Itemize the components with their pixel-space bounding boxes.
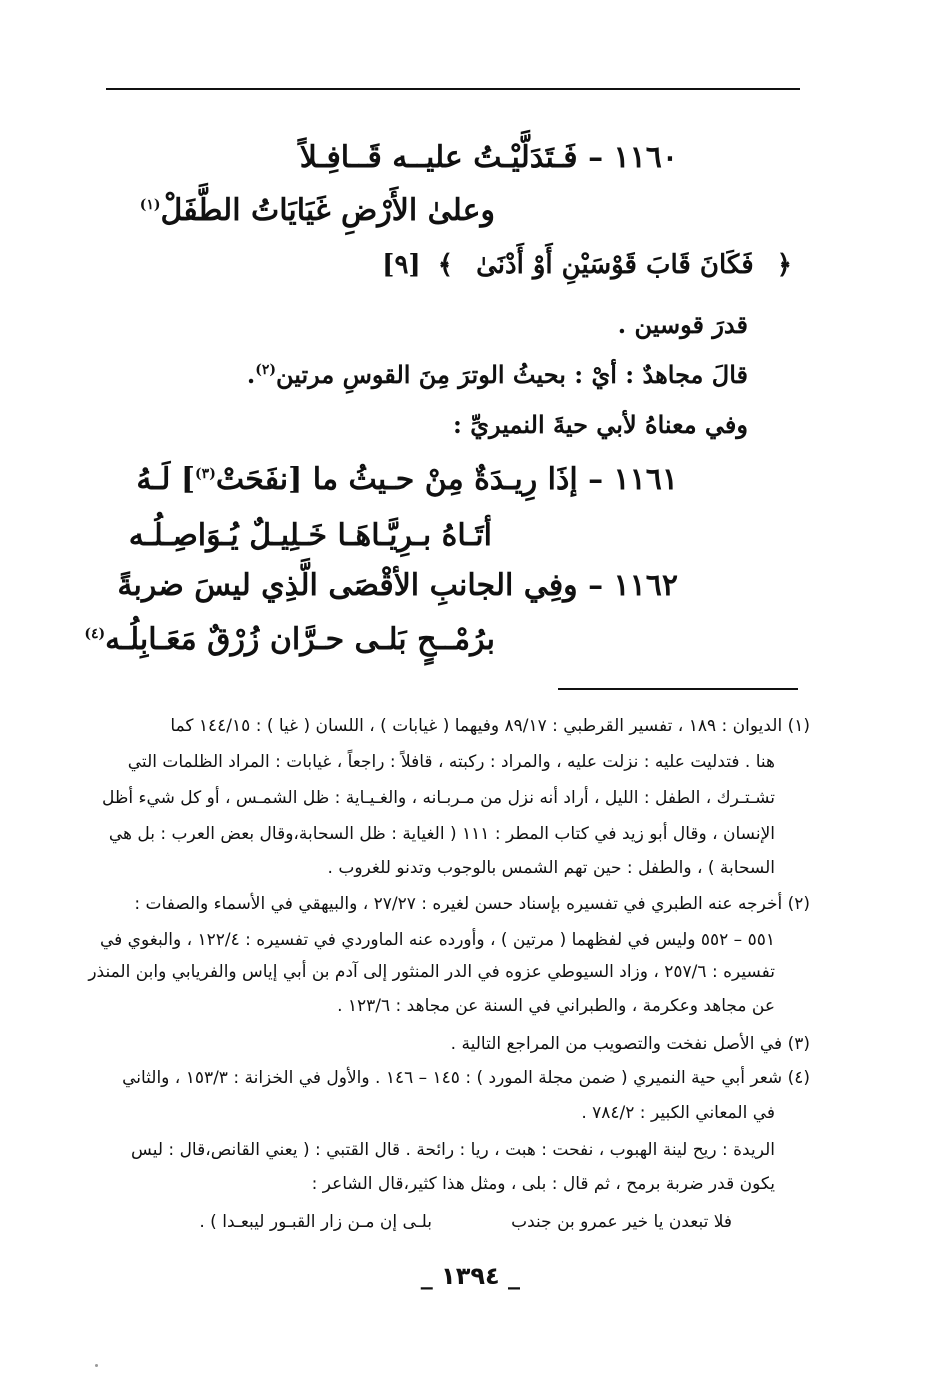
footnote-4-text-1: (٤) شعر أبي حية النميري ( ضمن مجلة المورد ) : ١٤٥ – ١٤٦ . والأول في الخزانة : ١٥٣/٣ ، والثاني <box>122 1068 810 1088</box>
footnote-4-line-3 <box>131 1140 775 1160</box>
verse-1160-text: ١١٦٠ – فَـتَدَلَّيْـتُ عليــه قَــافِـلاً <box>299 140 678 175</box>
footnote-1-line-4 <box>109 824 775 844</box>
verse-1161-line2-text: أتَـاهُ بـرِيَّـاهَـا خَـلِيـلٌ يُـوَاصِـلُـه <box>128 518 492 553</box>
footnote-1-text-5: السحابة ) ، والطفل : حين تهم الشمس بالوجوب وتدنو للغروب . <box>327 858 775 878</box>
footnote-3 <box>451 1034 810 1054</box>
footnote-4-text-3: الريدة : ريح لينة الهبوب ، نفحت : هبت ، ريا : رائحة . قال القتبي : ( يعني القانص،قال : ليس <box>131 1140 775 1160</box>
verse-1161-line2 <box>129 518 492 553</box>
quran-reference: [٩] <box>382 250 421 280</box>
body-line-1-text: قدرَ قوسين . <box>617 310 748 339</box>
page-number-text: _ ١٣٩٤ _ <box>420 1262 520 1290</box>
page-number <box>421 1262 520 1290</box>
footnote-1-text-1: (١) الديوان : ١٨٩ ، تفسير القرطبي : ٨٩/١٧ وفيهما ( غيابات ) ، اللسان ( غيا ) : ١٤٤/١٥ كما <box>170 716 810 736</box>
body-line-2-text: قالَ مجاهدٌ : أيْ : بحيثُ الوترَ مِنَ القوسِ مرتين <box>275 360 748 389</box>
footnote-2-line-3 <box>88 962 775 982</box>
footnote-4-text-2: في المعاني الكبير : ٧٨٤/٢ . <box>581 1103 775 1123</box>
footnote-1-line-5 <box>328 858 775 878</box>
footnote-2-line-1 <box>134 894 810 914</box>
footnote-3-text: (٣) في الأصل نفخت والتصويب من المراجع التالية . <box>450 1034 810 1054</box>
footnote-poem-hemistich-1 <box>511 1212 732 1232</box>
footnote-4-text-4: يكون قدر ضربة برمح ، ثم قال : بلى ، ومثل هذا كثير،قال الشاعر : <box>311 1174 775 1194</box>
verse-1161-line1 <box>136 462 678 497</box>
footnote-2-text-2: ٥٥١ – ٥٥٢ وليس في لفظهما ( مرتين ) ، وأورده عنه الماوردي في تفسيره : ١٢٢/٤ ، والبغوي في <box>99 930 775 950</box>
footnote-1-text-4: الإنسان ، وقال أبو زيد في كتاب المطر : ١١١ ( الغياية : ظل السحابة،وقال بعض العرب : بل هي <box>108 824 775 844</box>
footnote-1-text-3: تشـتـرك ، الطفل : الليل ، أراد أنه نزل من مـربـانه ، والغـيـاية : ظل الشمـس ، أو كل شيء أظل <box>101 788 775 808</box>
footnote-2-text-3: تفسيره : ٢٥٧/٦ ، وزاد السيوطي عزوه في الدر المنثور إلى آدم بن أبي إياس والفريابي وابن المنذر <box>88 962 775 982</box>
scan-speck <box>95 1364 98 1367</box>
body-line-1 <box>618 310 748 339</box>
verse-1161-text: ١١٦١ – إذَا رِيـدَةٌ مِنْ حـيثُ ما [نفَحَتْ <box>215 462 678 497</box>
footnote-2-text-1: (٢) أخرجه عنه الطبري في تفسيره بإسناد حسن لغيره : ٢٧/٢٧ ، والبيهقي في الأسماء والصفات : <box>134 894 810 914</box>
body-line-2 <box>247 360 748 389</box>
footnote-4-line-4 <box>312 1174 775 1194</box>
quran-close-bracket: ﴾ <box>437 250 454 280</box>
footnote-poem-hemistich-2 <box>199 1212 432 1232</box>
footnote-4-line-2 <box>581 1103 775 1123</box>
quran-verse <box>382 250 792 280</box>
verse-1162-line2-text: برُمْــحٍ بَلـى حـرَّان زُرْقٌ مَعَـابِلُـه <box>105 622 495 657</box>
footnote-poem-text-1: فلا تبعدن يا خير عمرو بن جندب <box>511 1212 732 1232</box>
footnote-ref-2: (٢) <box>255 362 276 378</box>
verse-1162-line1 <box>117 568 678 603</box>
footnote-ref-3: (٣) <box>195 466 216 482</box>
footnote-1-line-3 <box>102 788 775 808</box>
verse-1160-line2 <box>140 193 495 228</box>
verse-1162-text: ١١٦٢ – وفِي الجانبِ الأقْصَى الَّذِي ليسَ ضربةً <box>117 568 678 603</box>
footnote-1-text-2: هنا . فتدليت عليه : نزلت عليه ، والمراد : ركبته ، قافلاً : راجعاً ، غيابات : المراد الظلمات التي <box>127 752 775 772</box>
footnote-poem-text-2: بلـى إن مـن زار القبـور ليبعـدا ) . <box>199 1212 432 1232</box>
footnote-separator <box>558 688 798 690</box>
footnote-2-line-2 <box>100 930 775 950</box>
body-line-3-text: وفي معناهُ لأبي حيةَ النميريِّ : <box>453 410 748 439</box>
footnote-ref-1: (١) <box>139 197 161 213</box>
footnote-2-line-4 <box>337 996 775 1016</box>
footnote-ref-4: (٤) <box>84 626 106 642</box>
footnote-2-text-4: عن مجاهد وعكرمة ، والطبراني في السنة عن مجاهد : ١٢٣/٦ . <box>337 996 775 1016</box>
quran-open-bracket: ﴿ <box>776 250 792 280</box>
body-line-3 <box>453 410 748 439</box>
footnote-4-line-1 <box>122 1068 810 1088</box>
footnote-1-line-2 <box>128 752 775 772</box>
verse-1160-line2-text: وعلىٰ الأَرْضِ غَيَايَاتُ الطَّفَلْ <box>160 193 495 228</box>
body-line-2-end: . <box>246 360 256 389</box>
quran-text: فَكَانَ قَابَ قَوْسَيْنِ أَوْ أَدْنَىٰ <box>476 250 754 280</box>
header-rule <box>106 88 800 90</box>
footnote-1-line-1 <box>170 716 810 736</box>
verse-1162-line2 <box>84 622 495 657</box>
verse-1161-end: ] لَـهُ <box>136 462 196 497</box>
verse-1160-line1 <box>300 140 678 175</box>
